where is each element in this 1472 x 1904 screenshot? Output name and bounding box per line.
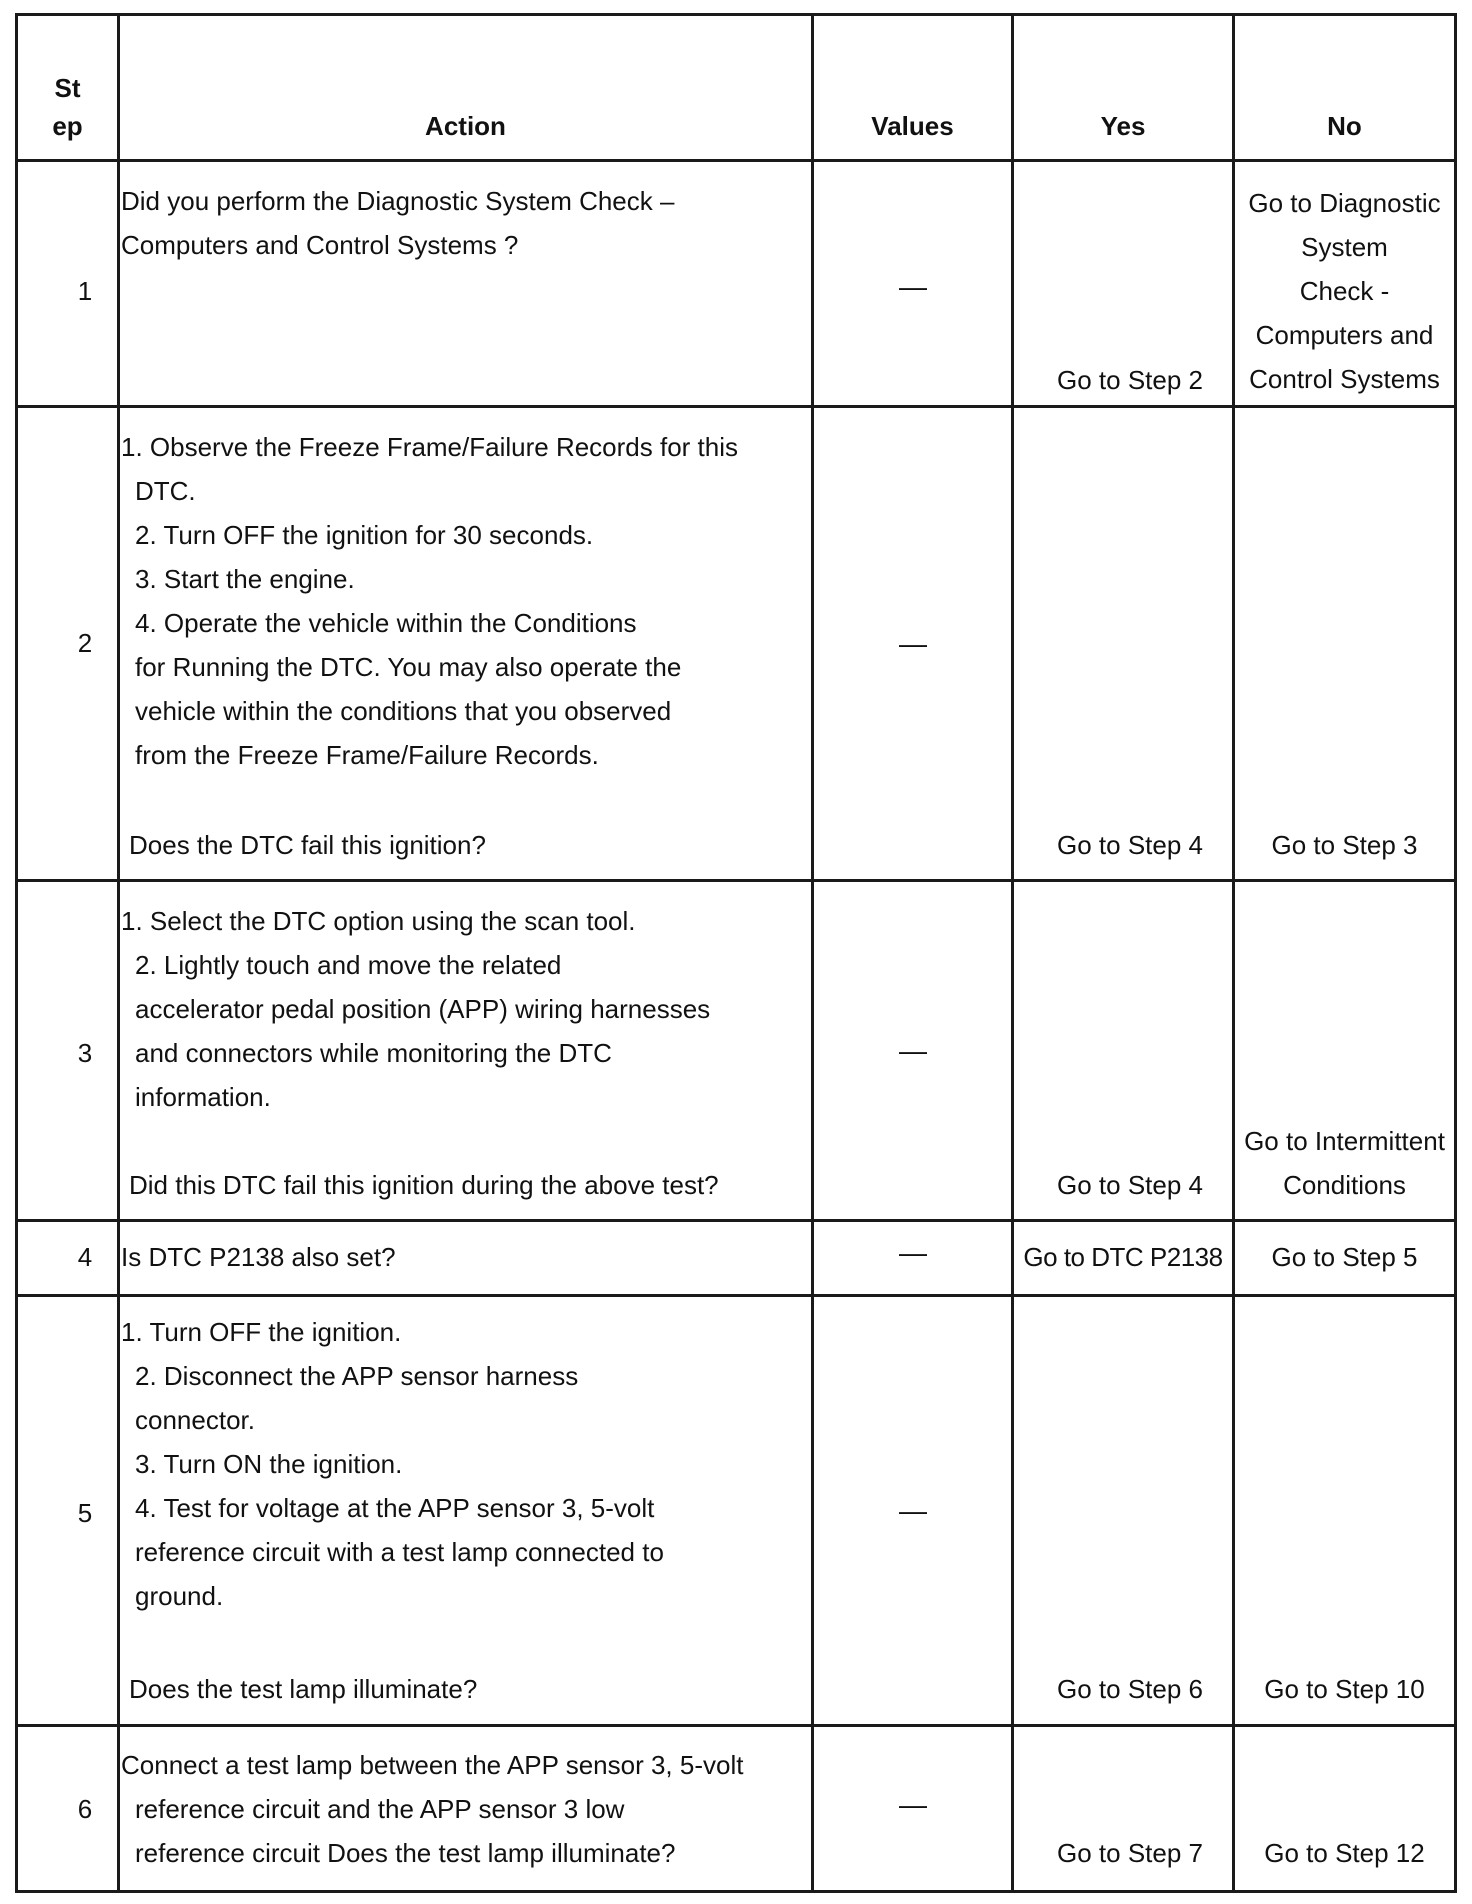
action-line: 1. Turn OFF the ignition. [121,1317,402,1347]
no-line: Check - [1299,276,1390,306]
no-line: Computers and [1255,320,1434,350]
action-line: 2. Lightly touch and move the related [135,950,562,980]
values-dash: — [899,1237,927,1268]
diagnostic-table [15,13,1457,1893]
action-line: Connect a test lamp between the APP sensor 3, 5-volt [121,1750,744,1780]
col-divider [15,13,18,1893]
no-line: Control Systems [1249,364,1440,394]
action-line: information. [135,1082,271,1112]
no-line: Conditions [1283,1170,1406,1200]
yes-link[interactable]: Go to Step 7 [1057,1838,1203,1868]
step-number: 2 [77,628,93,658]
header-values: Values [871,111,954,141]
action-line: 4. Operate the vehicle within the Conditions [135,608,637,638]
action-line: 3. Turn ON the ignition. [135,1449,403,1479]
col-divider [117,13,120,1893]
row-divider [15,1294,1457,1297]
action-line: vehicle within the conditions that you observed [135,696,672,726]
action-line: reference circuit Does the test lamp illuminate? [135,1838,676,1868]
row-divider [15,1219,1457,1222]
action-line: 2. Disconnect the APP sensor harness [135,1361,579,1391]
action-line: 4. Test for voltage at the APP sensor 3, 5-volt [135,1493,655,1523]
row-divider [15,159,1457,162]
values-dash: — [899,1035,927,1066]
action-text [121,179,674,267]
action-line: 1. Select the DTC option using the scan tool. [121,906,636,936]
row-divider [15,879,1457,882]
action-question: Does the DTC fail this ignition? [129,830,486,860]
col-divider [811,13,814,1893]
action-line: accelerator pedal position (APP) wiring harnesses [135,994,711,1024]
action-text [121,1743,743,1875]
action-line: Did you perform the Diagnostic System Check – [121,186,675,216]
no-link[interactable]: Go to Step 10 [1264,1674,1425,1704]
no-link[interactable] [1235,181,1454,401]
col-divider [1454,13,1457,1893]
step-number: 3 [77,1038,93,1068]
step-number: 6 [77,1794,93,1824]
table-border-top [15,13,1457,16]
no-line: Go to Intermittent [1244,1126,1445,1156]
step-number: 4 [77,1242,93,1272]
yes-link[interactable]: Go to Step 6 [1057,1674,1203,1704]
action-line: 1. Observe the Freeze Frame/Failure Records for this [121,432,739,462]
action-text: Is DTC P2138 also set? [121,1242,396,1272]
action-text [121,425,738,777]
step-number: 5 [77,1498,93,1528]
action-line: DTC. [135,476,196,506]
header-step-line2: ep [52,111,83,141]
values-dash: — [899,628,927,659]
header-step [18,69,117,145]
action-text [121,899,710,1119]
no-line: System [1301,232,1388,262]
header-step-line1: St [54,73,81,103]
action-line: connector. [135,1405,255,1435]
values-dash: — [899,1789,927,1820]
action-line: ground. [135,1581,224,1611]
row-divider [15,1724,1457,1727]
no-line: Go to Diagnostic [1248,188,1441,218]
table-border-bottom [15,1890,1457,1893]
step-number: 1 [77,276,93,306]
header-no: No [1327,111,1362,141]
action-line: from the Freeze Frame/Failure Records. [135,740,599,770]
action-line: and connectors while monitoring the DTC [135,1038,612,1068]
header-yes: Yes [1100,111,1146,141]
action-question: Did this DTC fail this ignition during the above test? [129,1170,719,1200]
action-line: 3. Start the engine. [135,564,355,594]
values-dash: — [899,271,927,302]
yes-link[interactable]: Go to DTC P2138 [1023,1242,1223,1272]
action-line: 2. Turn OFF the ignition for 30 seconds. [135,520,594,550]
yes-link[interactable]: Go to Step 4 [1057,1170,1203,1200]
no-link[interactable]: Go to Step 12 [1264,1838,1425,1868]
action-line: reference circuit and the APP sensor 3 low [135,1794,625,1824]
action-question: Does the test lamp illuminate? [129,1674,478,1704]
header-action: Action [425,111,506,141]
action-text [121,1310,664,1618]
values-dash: — [899,1495,927,1526]
no-link[interactable]: Go to Step 3 [1271,830,1418,860]
yes-link[interactable]: Go to Step 2 [1057,365,1203,395]
no-link[interactable]: Go to Step 5 [1271,1242,1418,1272]
yes-link[interactable]: Go to Step 4 [1057,830,1203,860]
action-line: reference circuit with a test lamp connected to [135,1537,664,1567]
no-link[interactable] [1235,1119,1454,1207]
row-divider [15,405,1457,408]
action-line: Computers and Control Systems ? [121,230,519,260]
action-line: for Running the DTC. You may also operate the [135,652,682,682]
col-divider [1011,13,1014,1893]
